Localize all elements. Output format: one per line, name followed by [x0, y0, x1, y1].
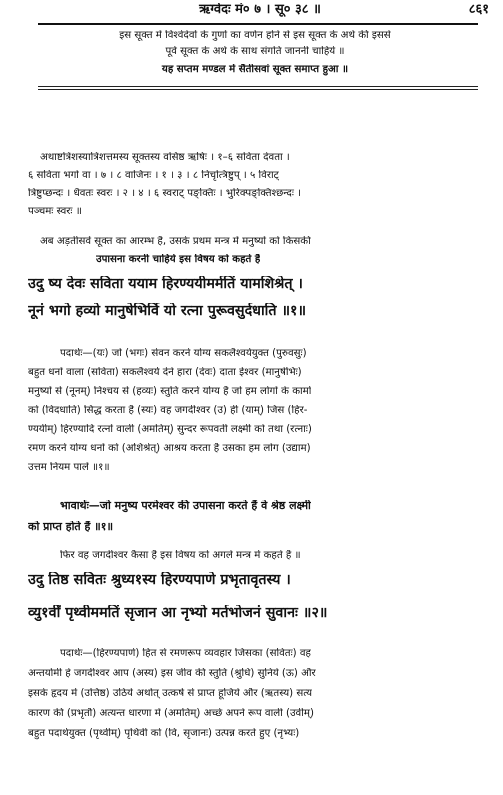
sukta-info-line-2: ६ सविता भगो वा । ७ । ८ वाजिनः । १ । ३ । ८ निचृत्त्रिष्टुप् । ५ विराट् [28, 170, 279, 181]
mantra1-intro-line-2: उपासना करनी चाहिये इस विषय को कहते हैं [96, 254, 261, 265]
sukta-info-line-3: त्रिष्टुप्छन्दः । धैवतः स्वरः । २ । ४ । ६ स्वराट् पङ्क्तिः । भुरिक्पङ्क्तिश्छन्दः । [28, 188, 301, 199]
bhavartha1-line-2: को प्राप्त होते हैं ॥१॥ [28, 521, 114, 533]
padartha2-line-1: पदार्थः—(हिरण्यपाणे) हित से रमणरूप व्यवहार जिसका (सवितः) वह [60, 648, 311, 659]
padartha1-line-1: पदार्थः—(यः) जो (भगः) सेवन करने योग्य सकलैश्वर्ययुक्त (पुरुवसुः) [60, 348, 307, 359]
padartha1-line-2: बहुत धनों वाला (सविता) सकलैश्वर्य देने हारा (देवः) दाता ईश्वर (मानुषेभिः) [28, 367, 302, 378]
section-rule-bottom [38, 89, 478, 90]
padartha2-line-2: अन्तर्यामी हे जगदीश्वर आप (अस्य) इस जीव की स्तुति (श्रुधि) सुनिये (ऊ) और [28, 668, 316, 679]
mantra2-line-1: उदु तिष्ठ सवितः श्रुध्य१स्य हिरण्यपाणे प्रभृतावृतस्य । [28, 572, 291, 588]
mantra1-line-2: नूनं भगो हव्यो मानुषेभिर्वि यो रत्ना पुरूवसुर्दधाति ॥१॥ [28, 303, 307, 319]
page-number: ८६१ [468, 3, 489, 17]
padartha1-line-6: रमण करने योग्य धनों को (अशिश्रेत्) आश्रय करता है उसका हम लोग (उद्याम) [28, 443, 311, 454]
bhavartha1-line-1: भावार्थः—जो मनुष्य परमेश्वर की उपासना करते हैं वे श्रेष्ठ लक्ष्मी [60, 500, 311, 512]
running-header: ऋग्वेदः मं० ७ । सू० ३८ ॥ [199, 3, 321, 17]
padartha1-line-7: उत्तम नियम पालें ॥१॥ [28, 462, 110, 473]
padartha1-line-4: को (विदधाति) सिद्ध करता है (स्यः) वह जगदीश्वर (उ) ही (याम्) जिस (हिर- [28, 405, 308, 416]
section-rule-top [38, 86, 478, 87]
padartha2-line-4: कारण की (प्रभृतौ) अत्यन्त धारणा में (अमतिम्) अच्छे अपने रूप वाली (उर्वीम्) [28, 708, 314, 719]
mantra1-intro-line-1: अब अड़तीसवें सूक्त का आरम्भ है, उसके प्रथम मन्त्र में मनुष्यों को किसकी [40, 236, 311, 247]
mantra2-intro-line-1: फिर वह जगदीश्वर कैसा है इस विषय को अगले मन्त्र में कहते हैं ॥ [60, 550, 301, 561]
sukta-info-line-1: अथाष्टत्रिंशस्यात्रिंशत्तमस्य सूक्तस्य वसिष्ठ ऋषिः । १–६ सविता देवता । [40, 152, 290, 163]
mantra1-line-1: उदु ष्य देवः सविता ययाम हिरण्ययीमर्मतिं यामशिश्रेत् । [28, 276, 303, 292]
padartha1-line-5: ण्ययीम्) हिरण्यादि रत्नों वाली (अमतिम्) सुन्दर रूपवती लक्ष्मी को तथा (रत्नाः) [28, 424, 312, 435]
intro-line-1: इस सूक्त में विश्वेदेवों के गुणों का वर्णन होने से इस सूक्त के अर्थ की इससे [119, 30, 391, 41]
padartha1-line-3: मनुष्यों से (नूनम्) निश्चय से (हव्यः) स्तुति करने योग्य है जो हम लोगों के कामों [28, 386, 312, 397]
mantra2-line-2: व्यु१र्वीं पृथ्वीममतिं सृजान आ नृभ्यो मर्तभोजनं सुवानः ॥२॥ [28, 605, 328, 621]
padartha2-line-5: बहुत पदार्थयुक्त (पृथ्वीम्) पृथिवी को (वि, सृजानः) उत्पन्न करते हुए (नृभ्यः) [28, 728, 300, 739]
intro-line-2: पूर्व सूक्त के अर्थ के साथ संगति जाननी चाहिये ॥ [165, 46, 345, 57]
sukta-end-note: यह सप्तम मण्डल में सैंतीसवां सूक्त समाप्त हुआ ॥ [161, 64, 349, 75]
padartha2-line-3: इसके हृदय में (उत्तिष्ठ) उठिये अर्थात् उत्कर्ष से प्राप्त हूजिये और (ऋतस्य) सत्य [28, 688, 313, 699]
header-rule [38, 23, 478, 25]
sukta-info-line-4: पञ्चमः स्वरः ॥ [28, 206, 82, 217]
